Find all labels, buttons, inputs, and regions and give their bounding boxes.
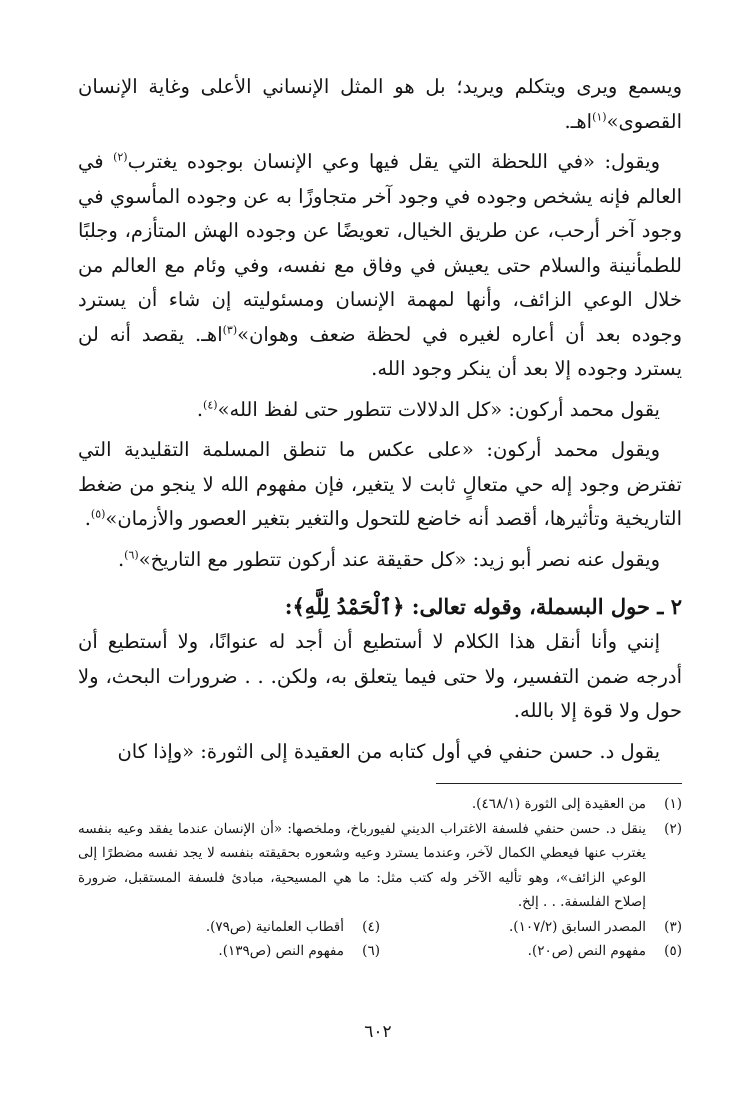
paragraph-2-text-c: اهـ. يقصد أنه لن يسترد وجوده إلا بعد أن ينكر وجود الله.: [78, 322, 682, 380]
footnote-2-text: ينقل د. حسن حنفي فلسفة الاغتراب الديني لفيورباخ، وملخصها: «أن الإنسان عندما يفقد وعيه بنفسه يغترب عنها فيعطي الكمال لآخر، وعندما يسترد وعيه وشعوره بحقيقته بنفسه لا يجد نفسه مضطرًا إلى الوعي الزائف»، وهو تأليه الآخر وله كتب مثل: ما هي المسيحية، مبادئ فلسفة المستقبل، ضرورة إصلاح الفلسفة. . . إلخ.: [78, 820, 646, 910]
footnote-3-text: المصدر السابق (١٠٧/٢).: [509, 918, 646, 935]
page-number: ٦٠٢: [364, 1022, 392, 1042]
paragraph-3-text-b: .: [196, 397, 204, 421]
paragraph-1-text-a: ويسمع ويرى ويتكلم ويريد؛ بل هو المثل الإنساني الأعلى وغاية الإنسان القصوى»: [78, 75, 682, 133]
footnote-ref-4[interactable]: (٤): [203, 398, 218, 411]
footnote-5-number: (٥): [664, 943, 682, 959]
paragraph-2-text-b: في العالم فإنه يشخص وجوده في وجود آخر متجاوزًا به عن وجوده المأسوي في وجود آخر أرحب، عن طريق الخيال، تعويضًا عن وجوده الهش المتأزم، وجلبًا للطمأنينة والسلام حتى يعيش في وفاق مع نفسه، وفي وئام مع العالم من خلال الوعي الزائف، وأنها لمهمة الإنسان ومسئوليته إن شاء أن يسترد وجوده بعد أن أعاره لغيره في لحظة ضعف وهوان»: [78, 150, 682, 346]
paragraph-5-text-b: .: [117, 547, 125, 571]
footnote-1: [78, 792, 682, 817]
paragraph-2-text-a: ويقول: «في اللحظة التي يقل فيها وعي الإنسان بوجوده يغترب: [127, 150, 660, 173]
section-heading: [78, 589, 682, 625]
section-heading-prefix: ٢ ـ حول البسملة، وقوله تعالى:: [404, 594, 682, 619]
footnote-5-text: مفهوم النص (ص٢٠).: [527, 943, 646, 959]
footnote-2-number: (٢): [664, 820, 682, 837]
footnote-5: [380, 939, 682, 964]
footnote-ref-6[interactable]: (٦): [124, 548, 139, 561]
footnote-1-number: (١): [664, 796, 682, 812]
footnote-ref-1[interactable]: (١): [592, 110, 607, 123]
paragraph-5-text-a: ويقول عنه نصر أبو زيد: «كل حقيقة عند أركون تتطور مع التاريخ»: [138, 547, 660, 571]
footnote-6: [78, 939, 380, 964]
paragraph-4-text-a: ويقول محمد أركون: «على عكس ما تنطق المسلمة التقليدية التي تفترض وجود إله حي متعالٍ ثابت لا يتغير، فإن مفهوم الله لا ينجو من ضغط التاريخية وتأثيرها، أقصد أنه خاضع للتحول والتغير بتغير العصور والأزمان»: [78, 438, 682, 530]
footnote-ref-3[interactable]: (٣): [222, 323, 238, 336]
footnote-divider: [436, 783, 682, 784]
paragraph-5: [78, 543, 682, 578]
paragraph-1-text-b: اهـ.: [564, 109, 593, 133]
footnote-1-text: من العقيدة إلى الثورة (٤٦٨/١).: [471, 796, 646, 812]
quran-verse: ﴿ٱلْحَمْدُ لِلَّهِ﴾: [292, 594, 405, 619]
paragraph-2: [78, 145, 682, 387]
footnote-4: [78, 915, 380, 940]
page-body: [78, 70, 682, 964]
paragraph-3-text-a: يقول محمد أركون: «كل الدلالات تتطور حتى لفظ الله»: [217, 397, 660, 421]
paragraph-7: يقول د. حسن حنفي في أول كتابه من العقيدة إلى الثورة: «وإذا كان: [117, 739, 660, 763]
paragraph-1: [78, 70, 682, 139]
footnote-6-text: مفهوم النص (ص١٣٩).: [218, 943, 344, 959]
footnote-row-5-6: [78, 939, 682, 964]
paragraph-3: [78, 393, 682, 428]
footnote-3-number: (٣): [664, 918, 682, 935]
footnote-ref-5[interactable]: (٥): [90, 507, 106, 521]
paragraph-6: إنني وأنا أنقل هذا الكلام لا أستطيع أن أجد له عنوانًا، ولا أستطيع أن أدرجه ضمن التفسير، ولا حتى فيما يتعلق به، ولكن. . . ضرورات البحث، ولا حول ولا قوة إلا بالله.: [78, 630, 682, 722]
paragraph-4: [78, 433, 682, 537]
section-heading-suffix: :: [284, 594, 293, 619]
footnote-4-number: (٤): [362, 918, 380, 935]
footnote-row-3-4: [78, 915, 682, 940]
footnote-4-text: أقطاب العلمانية (ص٧٩).: [205, 918, 344, 935]
footnote-2: [78, 817, 682, 915]
footnote-ref-2[interactable]: (٢): [113, 150, 128, 164]
footnote-3: [380, 915, 682, 940]
paragraph-4-text-b: .: [84, 507, 91, 530]
footnote-6-number: (٦): [362, 943, 380, 959]
